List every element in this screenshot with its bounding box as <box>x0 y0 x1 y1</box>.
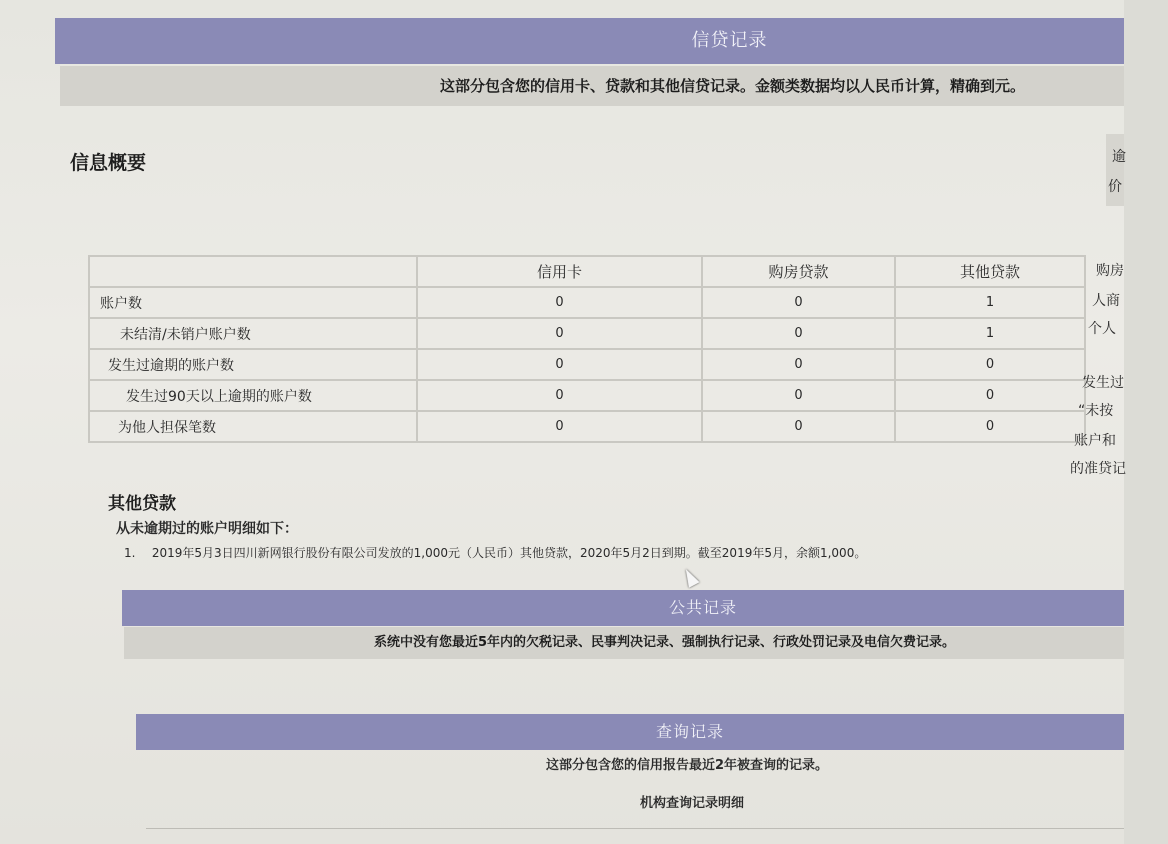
row-label: 未结清/未销户账户数 <box>89 318 417 349</box>
right-fragment: 的准贷记 <box>1070 461 1126 477</box>
header-cell-credit-card: 信用卡 <box>417 256 702 287</box>
other-loans-subtitle: 从未逾期过的账户明细如下： <box>116 521 298 537</box>
public-records-description: 系统中没有您最近5年内的欠税记录、民事判决记录、强制执行记录、行政处罚记录及电信欠费记录。 <box>374 635 956 650</box>
right-fragment: 账户和 <box>1074 433 1116 449</box>
table-row <box>89 287 1085 318</box>
row-label: 为他人担保笔数 <box>89 411 417 442</box>
credit-section-title: 信贷记录 <box>691 30 768 51</box>
list-item <box>124 544 866 561</box>
cell-value: 0 <box>702 349 895 380</box>
right-fragment: 价 <box>1108 179 1122 195</box>
query-records-detail-title: 机构查询记录明细 <box>640 796 745 811</box>
other-loans-title: 其他贷款 <box>108 494 176 514</box>
cell-value: 0 <box>895 380 1085 411</box>
query-records-header <box>136 714 1124 750</box>
summary-title: 信息概要 <box>70 152 147 174</box>
list-item-text: 2019年5月3日四川新网银行股份有限公司发放的1,000元（人民币）其他贷款，2020年5月2日到期。截至2019年5月，余额1,000。 <box>151 546 867 560</box>
credit-section-description: 这部分包含您的信用卡、贷款和其他信贷记录。金额类数据均以人民币计算，精确到元。 <box>440 77 1026 95</box>
row-label: 发生过90天以上逾期的账户数 <box>89 380 417 411</box>
table-row <box>89 318 1085 349</box>
row-label: 账户数 <box>89 287 417 318</box>
divider <box>146 828 1124 829</box>
query-records-title: 查询记录 <box>655 722 724 741</box>
table-row <box>89 380 1085 411</box>
cell-value: 0 <box>417 380 702 411</box>
right-fragment: 个人 <box>1088 321 1116 337</box>
cell-value: 1 <box>895 318 1085 349</box>
credit-section-description-bar <box>60 66 1124 106</box>
mouse-cursor-icon <box>680 566 699 588</box>
row-label: 发生过逾期的账户数 <box>89 349 417 380</box>
summary-table <box>88 255 1086 443</box>
header-cell-mortgage: 购房贷款 <box>702 256 895 287</box>
right-fragment: 逾 <box>1112 149 1126 165</box>
cell-value: 0 <box>702 411 895 442</box>
cell-value: 0 <box>417 287 702 318</box>
cell-value: 0 <box>895 349 1085 380</box>
right-fragment: 人商 <box>1092 293 1120 309</box>
table-row <box>89 411 1085 442</box>
right-fragment: “未按 <box>1078 403 1114 419</box>
header-cell-other-loans: 其他贷款 <box>895 256 1085 287</box>
header-cell-blank <box>89 256 417 287</box>
cell-value: 1 <box>895 287 1085 318</box>
public-records-header <box>122 590 1124 626</box>
credit-section-header <box>55 18 1124 64</box>
right-fragment: 发生过 <box>1082 375 1124 391</box>
list-item-index: 1. <box>124 546 136 560</box>
cell-value: 0 <box>702 318 895 349</box>
public-records-description-bar <box>124 627 1124 659</box>
table-row <box>89 349 1085 380</box>
public-records-title: 公共记录 <box>668 598 737 617</box>
cell-value: 0 <box>417 318 702 349</box>
query-records-description: 这部分包含您的信用报告最近2年被查询的记录。 <box>546 758 829 773</box>
summary-header-row <box>89 256 1085 287</box>
cell-value: 0 <box>702 287 895 318</box>
cell-value: 0 <box>702 380 895 411</box>
cell-value: 0 <box>417 349 702 380</box>
cell-value: 0 <box>417 411 702 442</box>
right-fragment: 购房 <box>1096 263 1124 279</box>
cell-value: 0 <box>895 411 1085 442</box>
